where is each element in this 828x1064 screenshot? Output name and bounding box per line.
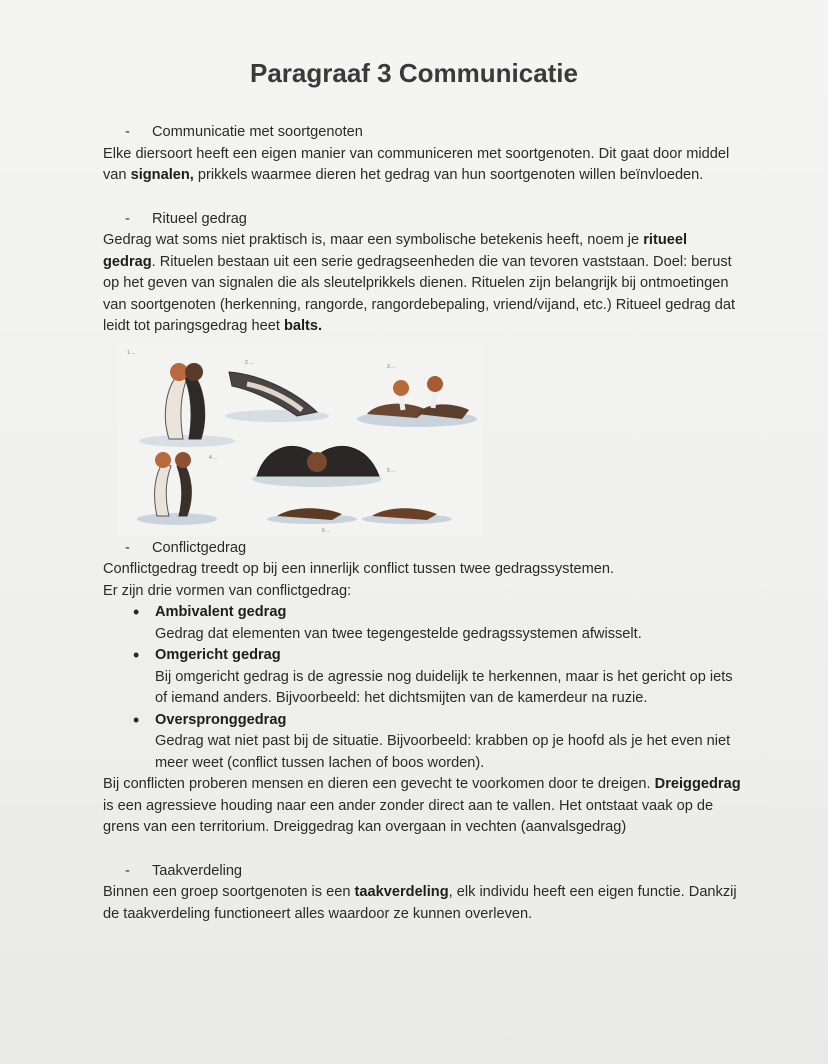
paragraph-taakverdeling: Binnen een groep soortgenoten is een taakverdeling, elk individu heeft een eigen functie. Dankzij de taakverdeling functioneert alles waardoor ze kunnen overleven. bbox=[103, 884, 737, 922]
svg-text:4 ...: 4 ... bbox=[209, 454, 218, 461]
conflict-list bbox=[103, 602, 743, 774]
paragraph-dreiggedrag: Bij conflicten proberen mensen en dieren een gevecht te voorkomen door te dreigen. Dreiggedrag is een agressieve houding naar een ander zonder direct aan te vallen. Het ontstaat vaak op de grens van een territorium. Dreiggedrag kan overgaan in vechten (aanvalsgedrag) bbox=[103, 776, 741, 835]
document-body bbox=[103, 122, 743, 925]
page-title: Paragraaf 3 Communicatie bbox=[249, 58, 578, 88]
grebe-courtship-figure bbox=[117, 344, 483, 536]
list-item: • Ambivalent gedrag Gedrag dat elementen van twee tegengestelde gedragssystemen afwisselt. bbox=[133, 602, 743, 645]
paragraph-ritueel: Gedrag wat soms niet praktisch is, maar een symbolische betekenis heeft, noem je ritueel gedrag. Rituelen bestaan uit een serie gedragseenheden die van tevoren vaststaan. Doel: berust op het geven van signalen die als sleutelprikkels dienen. Rituelen zijn belangrijk bij ontmoetingen van soortgenoten (herkenning, rangorde, rangordebepaling, vriend/vijand, etc.) Ritueel gedrag dat leidt tot paringsgedrag heet balts. bbox=[103, 232, 735, 334]
svg-text:5 ...: 5 ... bbox=[387, 467, 396, 474]
paragraph-conflict-intro1: Conflictgedrag treedt op bij een innerlijk conflict tussen twee gedragssystemen. bbox=[103, 561, 615, 577]
section-heading-ritueel: - Ritueel gedrag bbox=[125, 210, 247, 227]
grebe-courtship-illustration-icon bbox=[117, 344, 483, 536]
section-heading-taakverdeling: - Taakverdeling bbox=[125, 862, 243, 879]
section-heading-conflict: - Conflictgedrag bbox=[125, 539, 247, 556]
section-heading-communicatie: - Communicatie met soortgenoten bbox=[125, 124, 363, 140]
svg-text:6 ...: 6 ... bbox=[322, 527, 331, 534]
list-item: • Overspronggedrag Gedrag wat niet past bij de situatie. Bijvoorbeeld: krabben op je hoofd als je het even niet meer weet (conflict tussen lachen of boos worden). bbox=[133, 710, 743, 775]
list-item: • Omgericht gedrag Bij omgericht gedrag is de agressie nog duidelijk te herkennen, maar is het gericht op iets of iemand anders. Bijvoorbeeld: het dichtsmijten van de kamerdeur na ruzie. bbox=[133, 645, 743, 710]
svg-text:3 ...: 3 ... bbox=[387, 363, 396, 370]
svg-text:2 ...: 2 ... bbox=[245, 359, 254, 366]
svg-text:1 ...: 1 ... bbox=[127, 349, 136, 356]
paragraph-conflict-intro2: Er zijn drie vormen van conflictgedrag: bbox=[103, 582, 352, 599]
paragraph-communicatie: Elke diersoort heeft een eigen manier van communiceren met soortgenoten. Dit gaat door middel van signalen, prikkels waarmee dieren het gedrag van hun soortgenoten willen beïnvloeden. bbox=[103, 145, 730, 183]
